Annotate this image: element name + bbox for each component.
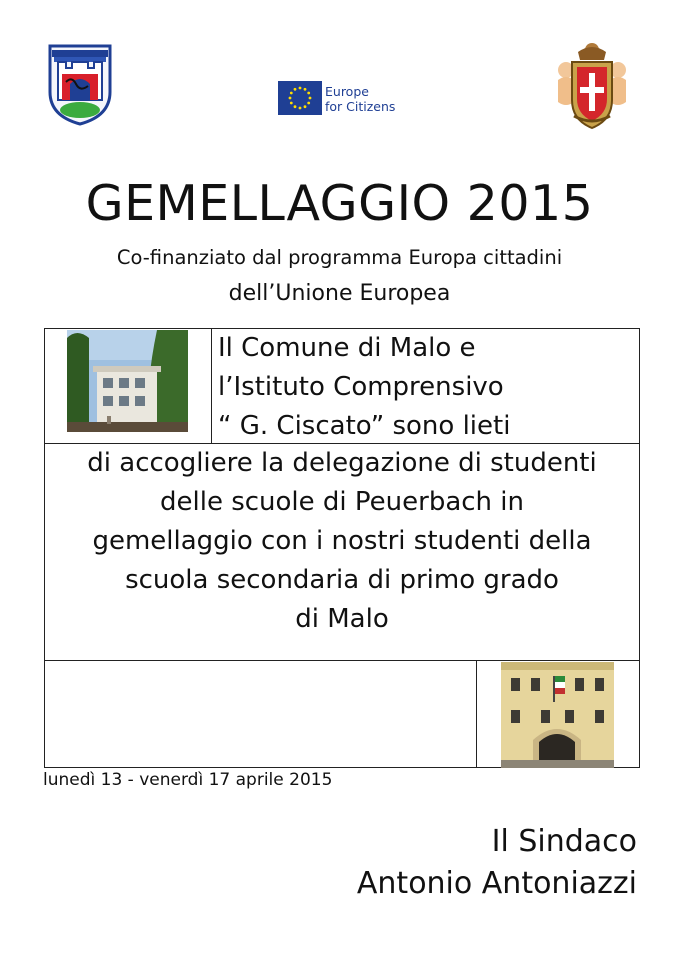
peuerbach-coat-of-arms: [46, 44, 114, 126]
intro-text: [218, 329, 638, 446]
invitation-line: gemellaggio con i nostri studenti della: [92, 526, 592, 556]
event-dates: lunedì 13 - venerdì 17 aprile 2015: [43, 770, 333, 790]
invitation-text: [45, 444, 639, 639]
box-divider: [476, 661, 477, 767]
invitation-line: di accogliere la delegazione di studenti: [87, 448, 597, 478]
eu-flag-icon: [278, 81, 322, 115]
signature-name: Antonio Antoniazzi: [356, 866, 637, 901]
eu-program-line1: Europe: [325, 84, 369, 99]
box-divider: [211, 329, 212, 443]
funding-note-union: dell’Unione Europea: [228, 281, 451, 306]
photo-section: [44, 660, 640, 768]
invitation-line: di Malo: [295, 604, 389, 634]
intro-line: Il Comune di Malo e: [218, 333, 476, 363]
town-hall-photo: [501, 662, 614, 768]
eu-program-line2: for Citizens: [325, 99, 396, 114]
invitation-section: [44, 443, 640, 661]
europe-for-citizens-logo: [278, 81, 400, 117]
eu-program-name: [325, 84, 401, 114]
page-title: GEMELLAGGIO 2015: [85, 175, 594, 232]
signature-role: Il Sindaco: [491, 824, 637, 859]
funding-note: Co-finanziato dal programma Europa cittadini: [116, 246, 563, 269]
intro-line: “ G. Ciscato” sono lieti: [218, 411, 511, 441]
intro-line: l’Istituto Comprensivo: [218, 372, 504, 402]
intro-section: [44, 328, 640, 444]
invitation-line: scuola secondaria di primo grado: [125, 565, 559, 595]
invitation-line: delle scuole di Peuerbach in: [160, 487, 524, 517]
school-building-photo: [67, 330, 188, 432]
malo-coat-of-arms: [554, 40, 630, 132]
